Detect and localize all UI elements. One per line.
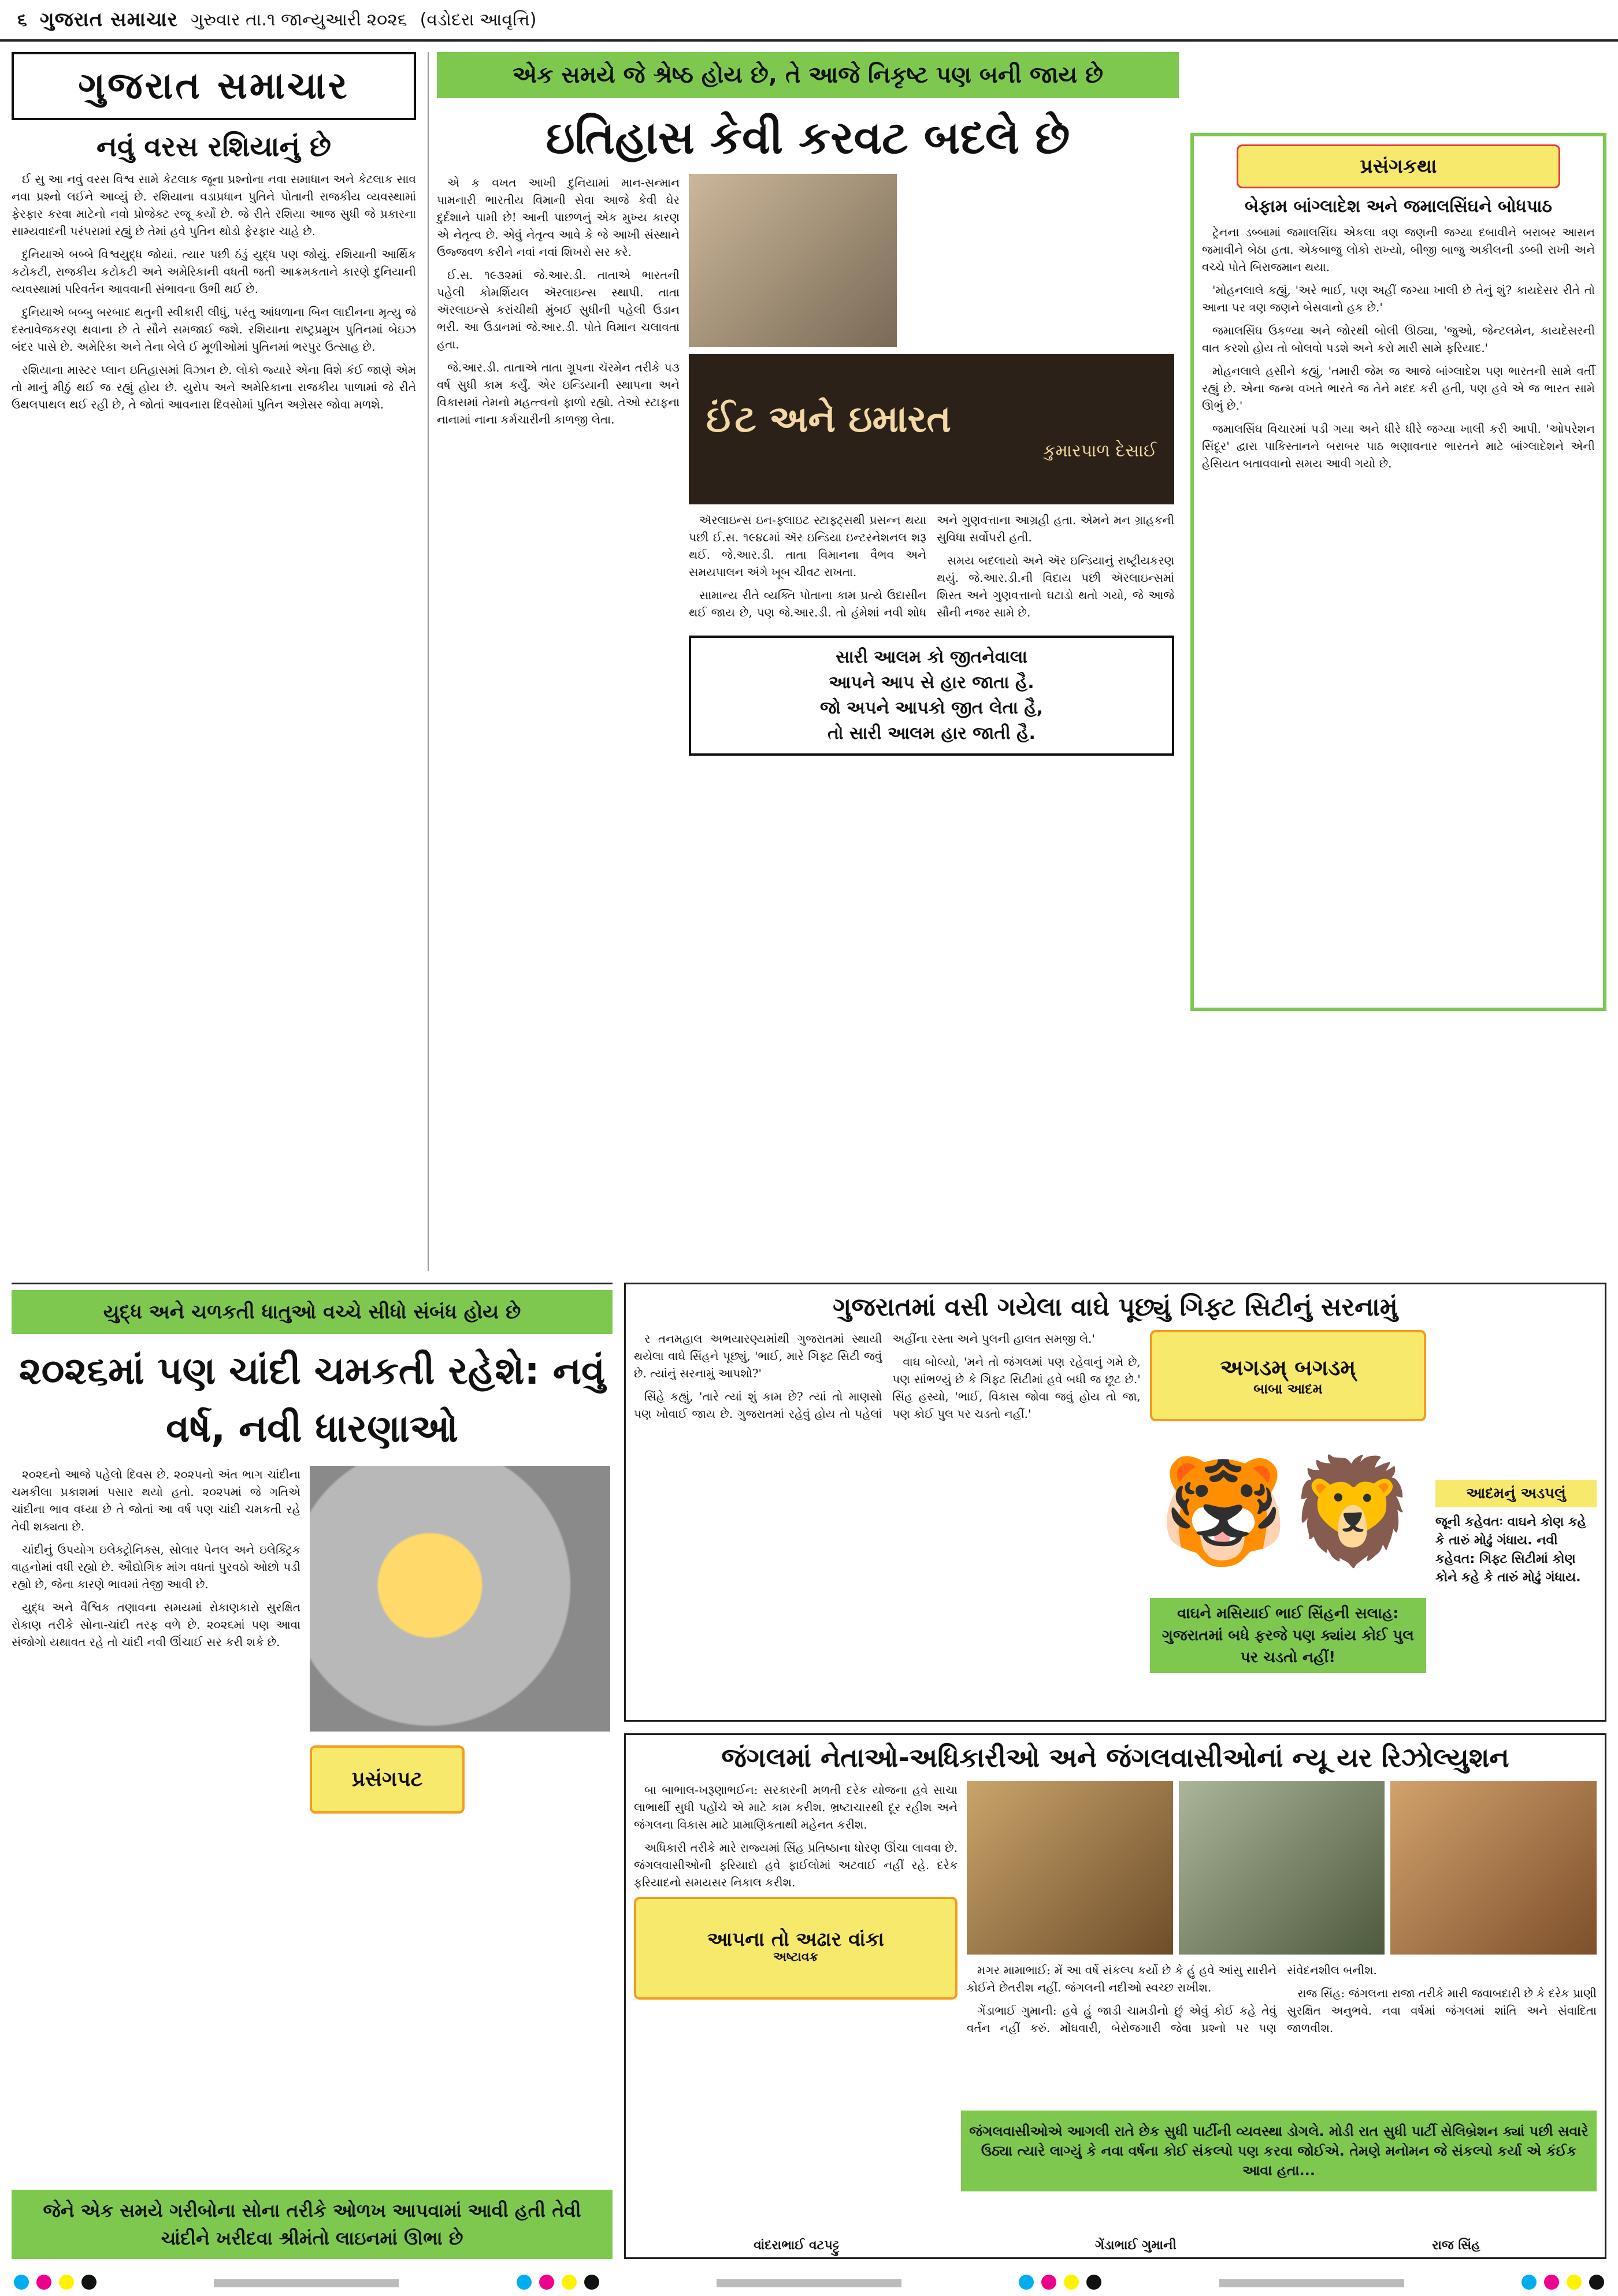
tiger-paragraph: વાઘ બોલ્યો, 'મને તો જંગલમાં પણ રહેવાનું ગમે છે, પણ સાંભળ્યું છે કે ગિફ્ટ સિટીમાં હવે બધી જ છૂટ છે.' સિંહ હસ્યો, 'ભાઈ, વિકાસ જોવા જવું હોય તો જા, પણ કોઈ પુલ પર ચડતો નહીં.': [892, 1355, 1141, 1421]
aapna-author: અષ્ટાવક્ર: [773, 1949, 819, 1964]
tiger-lion-article: [624, 1283, 1606, 1722]
silver-paragraph: યુદ્ધ અને વૈશ્વિક તણાવના સમયમાં રોકાણકારો સુરક્ષિત રોકાણ તરીકે સોના-ચાંદી તરફ વળે છે. ૨૦૨૬માં પણ આવા સંજોગો યથાવત રહે તો ચાંદી નવી ઊંચાઈ સર કરી શકે છે.: [12, 1600, 300, 1649]
registration-dot-cyan: [14, 2275, 29, 2290]
registration-dot-yellow: [1567, 2275, 1582, 2290]
prasangkatha-box: [1190, 133, 1606, 1011]
resolutions-body-left: [634, 1781, 958, 2039]
columnist-name: કુમારપાળ દેસાઈ: [1043, 440, 1157, 461]
registration-dot-magenta: [36, 2275, 51, 2290]
registration-dot-cyan: [1521, 2275, 1537, 2290]
jrd-tata-photo: [689, 174, 897, 347]
feature-paragraph: સામાન્ય રીતે વ્યક્તિ પોતાના કામ પ્રત્યે ઉદાસીન થઈ જાય છે, પણ જે.આર.ડી. તો હંમેશાં નવી શોધ અને ગુણવત્તાના આગ્રહી હતા. એમને મન ગ્રાહકની સુવિધા સર્વોપરી હતી.: [689, 513, 1174, 619]
resolutions-body-right: [967, 1961, 1597, 2039]
editorial-masthead: ગુજરાત સમાચાર: [12, 52, 416, 120]
editorial-paragraph: દુનિયાએ બબ્બે વિશ્વયુદ્ધ જોયાં. ત્યાર પછી ઠંડું યુદ્ધ પણ જોયું. રશિયાની આર્થિક કટોકટી, રાજકીય કટોકટી અને અમેરિકાની વધતી જતી આક્રમકતાને કારણે દુનિયાની વ્યવસ્થામાં પરિવર્તન આવવાની સંભાવના ઉભી થઈ છે.: [12, 247, 416, 296]
main-feature: [428, 52, 1179, 1271]
feature-body-right: [689, 511, 1174, 624]
tiger-kicker: ગુજરાતમાં વસી ગયેલા વાઘે પૂછ્યું ગિફ્ટ સિટીનું સરનામું: [626, 1284, 1605, 1330]
tiger-paragraph: સિંહે કહ્યું, 'તારે ત્યાં શું કામ છે? ત્યાં તો માણસો પણ ખોવાઈ જાય છે. ગુજરાતમાં રહેવું હોય તો પહેલાં અહીંના રસ્તા અને પુલની હાલત સમજી લે.': [634, 1332, 1096, 1421]
byline-rajsinh: રાજ સિંહ: [1432, 2238, 1480, 2253]
editorial-headline: નવું વરસ રશિયાનું છે: [96, 131, 331, 163]
page-number: ૬: [17, 9, 27, 30]
tiger-body: [634, 1330, 1141, 1673]
feature-paragraph: એ ક વખત આખી દુનિયામાં માન-સન્માન પામનારી ભારતીય વિમાની સેવા આજે કેવી ઘેર દુર્દશાને પામી છે! આની પાછળનું એક મુખ્ય કારણ એ નેતૃત્વ છે. એવું નેતૃત્વ આવે કે જે આખી સંસ્થાને ઉજ્જવળ કરીને નવાં નવાં શિખરો સર કરે.: [437, 176, 680, 259]
byline-gendabhai: ગેંડાભાઈ ગુમાની: [1095, 2238, 1177, 2253]
column-logo: [689, 354, 1174, 504]
registration-dot-yellow: [59, 2275, 74, 2290]
aapna-label: [634, 1897, 958, 2000]
registration-dot-magenta: [1041, 2275, 1056, 2290]
feature-kicker: એક સમયે જે શ્રેષ્ઠ હોય છે, તે આજે નિકૃષ્ટ પણ બની જાય છે: [437, 52, 1179, 98]
silver-paragraph: ચાંદીનું ઉપયોગ ઇલેક્ટ્રોનિક્સ, સોલાર પેનલ અને ઇલેક્ટ્રિક વાહનોમાં વધી રહ્યો છે. ઔદ્યોગિક માંગ વધતાં પુરવઠો ઓછો પડી રહ્યો છે, જેના કારણે ભાવમાં તેજી આવી છે.: [12, 1543, 300, 1591]
registration-dot-magenta: [1544, 2275, 1559, 2290]
registration-dot-black: [81, 2275, 97, 2290]
resolutions-paragraph: ગેંડાભાઈ ગુમાની: હવે હું જાડી ચામડીનો છું એવું કોઈ કહે તેવું વર્તન નહીં કરું. મોંઘવારી, બેરોજગારી જેવા પ્રશ્નો પર પણ સંવેદનશીલ બનીશ.: [967, 1963, 1377, 2035]
column-title: ઈંટ અને ઇમારત: [706, 397, 951, 441]
editorial-paragraph: રશિયાના માસ્ટર પ્લાન ઇતિહાસમાં વિઝાન છે. લોકો જ્યારે એના વિશે કંઈ જાણે એમ તો માનું મીઠું થઈ જ રહ્યું હોય છે. યુરોપ અને અમેરિકાના રાજકીય પાળામાં જે રીતે ઉથલપાથલ થઈ રહી છે, તે જોતાં આવનારા દિવસોમાં પુતિન અગ્રેસર જોવા મળશે.: [12, 363, 416, 411]
resolutions-banner: જંગલવાસીઓએ આગલી રાતે છેક સુધી પાર્ટીની વ્યવસ્થા ડોગલે. મોડી રાત સુધી પાર્ટી સેલિબ્રેશન ક્યાં પછી સવારે ઉઠ્યા ત્યારે લાગ્યું કે નવા વર્ષના કોઈ સંકલ્પો પણ કરવા જોઈએ. તેમણે મનોમન જે સંકલ્પો કર્યા એ કંઈક આવા હતા...: [961, 2111, 1597, 2191]
feature-body-left: [437, 174, 680, 756]
registration-dot-black: [1589, 2275, 1604, 2290]
byline-vandarabhai: વાંદરાભાઈ વટપટ્ટુ: [754, 2238, 840, 2253]
prasangkatha-paragraph: મોહનલાલે હસીને કહ્યું, 'તમારી જેમ જ આજે બાંગ્લાદેશ પણ ભારતની સામે વર્તી રહ્યું છે. એના જન્મ વખતે ભારતે જ તેને મદદ કરી હતી, પણ હવે એ જ ભારત સામે ઊભું છે.': [1202, 364, 1595, 413]
prasangkatha-headline: બેફામ બાંગ્લાદેશ અને જમાલસિંઘને બોધપાઠ: [1244, 196, 1553, 217]
agadam-label: [1150, 1330, 1426, 1421]
quote-box: [689, 636, 1174, 756]
silver-kicker: યુદ્ધ અને ચળકતી ધાતુઓ વચ્ચે સીધો સંબંધ હોય છે: [12, 1290, 613, 1334]
resolutions-paragraph: મગર મામાભાઈ: મેં આ વર્ષે સંકલ્પ કર્યો છે કે હું હવે આંસુ સારીને કોઈને છેતરીશ નહીં. જંગલની નદીઓ સ્વચ્છ રાખીશ.: [967, 1963, 1276, 1994]
silver-paragraph: ૨૦૨૬નો આજે પહેલો દિવસ છે. ૨૦૨૫નો અંત ભાગ ચાંદીના ચમકીલા પ્રકાશમાં પસાર થયો હતો. ૨૦૨૫માં જે ગતિએ ચાંદીના ભાવ વધ્યા છે તે જોતાં આ વર્ષ પણ ચાંદી ચમકતી રહે તેવી શક્યતા છે.: [12, 1467, 300, 1533]
editorial-paragraph: ઈ સુ આ નવું વરસ વિશ્વ સામે કેટલાક જૂના પ્રશ્નોના નવા સમાધાન અને કેટલાક સાવ નવા પ્રશ્નો લઈને આવ્યું છે. રશિયાના વડાપ્રધાન પુતિને પોતાની રાજકીય વ્યવસ્થામાં ફેરફાર કરવા માટેનો નવો પ્રોજેક્ટ રજૂ કર્યો છે. જે રીતે રશિયા આજ સુધી જે પ્રકારના સામ્યવાદની પરંપરામાં રહ્યું છે તેમાં હવે પુતિન થોડો ફેરફાર ચાહે છે.: [12, 172, 416, 238]
registration-dot-magenta: [539, 2275, 554, 2290]
resolutions-headline: જંગલમાં નેતાઓ-અધિકારીઓ અને જંગલવાસીઓનાં ન્યૂ યર રિઝોલ્યુશન: [721, 1742, 1509, 1773]
prasangkatha-paragraph: જમાલસિંઘ ઉકળ્યા અને જોરથી બોલી ઊઠ્યા, 'જુઓ, જેન્ટલમેન, કાયદેસરની વાત કરશો હોય તો બોલવો પડશે અને કરો મારી સામે ફરિયાદ.': [1202, 324, 1595, 355]
editorial-column: [12, 52, 416, 1271]
feature-headline: ઇતિહાસ કેવી કરવટ બદલે છે: [545, 112, 1070, 164]
resolutions-paragraph: અધિકારી તરીકે મારે રાજ્યમાં સિંહ પ્રતિષ્ઠાના ધોરણ ઊંચા લાવવા છે. જંગલવાસીઓની ફરિયાદો હવે ફાઈલોમાં અટવાઈ નહીં રહે. દરેક ફરિયાદનો સમયસર નિકાલ કરીશ.: [634, 1841, 958, 1889]
prasangkatha-label: પ્રસંગકથા: [1237, 144, 1560, 188]
tiger-paragraph: ર તનમહાલ અભયારણ્યમાંથી ગુજરાતમાં સ્થાયી થયેલા વાઘે સિંહને પૂછ્યું, 'ભાઈ, મારે ગિફ્ટ સિટી જવું છે. ત્યાંનું સરનામું આપશો?': [634, 1332, 882, 1380]
silver-body: [12, 1466, 300, 1814]
feature-paragraph: ઍરલાઇન્સ ઇન-ફ્લાઇટ સ્ટાફ્ટ્સથી પ્રસન્ન થયા પછી ઈ.સ. ૧૯૪૮માં ઍર ઇન્ડિયા ઇન્ટરનેશનલ શરૂ થઈ. જે.આર.ડી. તાતા વિમાનના વૈભવ અને સમયપાલન અંગે ખૂબ ચીવટ રાખતા.: [689, 513, 926, 579]
registration-dot-black: [584, 2275, 599, 2290]
page-dateline: ગુરુવાર તા.૧ જાન્યુઆરી ૨૦૨૬: [191, 9, 407, 30]
quote-line: સારી આલમ કો જીતનેવાલા: [836, 647, 1027, 667]
registration-dot-cyan: [1019, 2275, 1034, 2290]
agadam-title: અગડમ્ બગડમ્: [1220, 1354, 1356, 1380]
feature-paragraph: ઈ.સ. ૧૯૩૨માં જે.આર.ડી. તાતાએ ભારતની પહેલી કોમર્શિયલ ઍરલાઇન્સ સ્થાપી. તાતા ઍરલાઇન્સે કરાંચીથી મુંબઈ સુધીની પહેલી ઉડાન ભરી. આ ઉડાનમાં જે.આર.ડી. પોતે વિમાન ચલાવતા હતા.: [437, 268, 680, 351]
silver-article: [12, 1283, 613, 2259]
registration-gray-bar: [214, 2279, 399, 2287]
editorial-paragraph: દુનિયાએ બબ્બુ બરબાદ થતુની સ્વીકારી લીધું, પરંતુ આંધળાના બિન લાદીનના મૃત્યુ જે દસ્તાવેજકરણ થવાના છે તે સૌને સમજાઈ જશે. રશિયાના રાષ્ટ્રપ્રમુખ પુતિનમાં બેઇઝ બંદર પાસે છે. અમેરિકા અને તેના બેલે ઈ મૂળીઓમાં પુતિનમાં ભરપુર ઉત્સાહ છે.: [12, 305, 416, 354]
page-header: [0, 0, 1618, 42]
feature-paragraph: જે.આર.ડી. તાતાએ તાતા ગ્રૂપના ચૅરમેન તરીકે ૫૩ વર્ષ સુધી કામ કર્યું. એર ઇન્ડિયાની સ્થાપના અને વિકાસમાં તેમનો મહત્ત્વનો ફાળો રહ્યો. તેઓ સ્ટાફના નાનામાં નાના કર્મચારીની કાળજી લેતા.: [437, 361, 680, 426]
prasangkatha-paragraph: ટ્રેનના ડબ્બામાં જમાલસિંઘ એકલા ત્રણ જણની જગ્યા દબાવીને બરાબર આસન જમાવીને બેઠા હતા. એકબાજુ લોકો રાખ્યો, બીજી બાજુ અકીલની ડબ્બી રાખી અને વચ્ચે પોતે બિરાજમાન થયા.: [1202, 225, 1595, 274]
registration-dot-cyan: [517, 2275, 532, 2290]
coins-photo: [310, 1466, 610, 1732]
feature-paragraph: સમય બદલાયો અને ઍર ઇન્ડિયાનું રાષ્ટ્રીયકરણ થયું. જે.આર.ડી.ની વિદાય પછી ઍરલાઇન્સમાં શિસ્ત અને ગુણવત્તાનો ઘટાડો થતો ગયો, જે આજે સૌની નજર સામે છે.: [937, 553, 1174, 619]
silver-headline: ૨૦૨૬માં પણ ચાંદી ચમકતી રહેશે: નવું વર્ષ, નવી ધારણાઓ: [18, 1348, 606, 1451]
prasangkatha-paragraph: જમાલસિંઘ વિચારમાં પડી ગયા અને ધીરે ધીરે જગ્યા ખાલી કરી આપી. 'ઓપરેશન સિંદૂર' દ્વારા પાકિસ્તાનને બરાબર પાઠ ભણાવનાર ભારતને માટે બાંગ્લાદેશને એની હેસિયત બતાવવાનો સમય આવી ગયો છે.: [1202, 422, 1595, 470]
resolutions-paragraph: બા બાભાલ-ખરૂણાભઈન: સરકારની મળતી દરેક યોજના હવે સાચા લાભાર્થી સુધી પહોંચે એ માટે કામ કરીશ. ભ્રષ્ટાચારથી દૂર રહીશ અને જંગલના વિકાસ માટે પ્રામાણિકતાથી મહેનત કરીશ.: [634, 1783, 958, 1831]
editorial-body: [12, 170, 416, 419]
prasangkatha-body: [1202, 224, 1595, 472]
tiger-caption: વાઘને મસિયાઈ ભાઈ સિંહની સલાહ: ગુજરાતમાં બધે ફરજે પણ ક્યાંય કોઈ પુલ પર ચડતો નહીં!: [1150, 1598, 1426, 1673]
resolutions-article: [624, 1733, 1606, 2259]
adam-text: જૂની કહેવતઃ વાઘને કોણ કહે કે તારું મોઢું ગંધાય. નવી કહેવત: ગિફ્ટ સિટીમાં કોણ કોને કહે કે તારું મોઢું ગંધાય.: [1435, 1515, 1587, 1585]
resolutions-paragraph: રાજ સિંહ: જંગલના રાજા તરીકે મારી જવાબદારી છે કે દરેક પ્રાણી સુરક્ષિત અનુભવે. નવા વર્ષમાં જંગલમાં શાંતિ અને સંવાદિતા જાળવીશ.: [1287, 1986, 1597, 2035]
page-masthead: ગુજરાત સમાચાર: [39, 8, 179, 31]
tiger-lion-illustration: 🐯🦁: [1158, 1451, 1418, 1572]
silver-bottom-banner: જેને એક સમયે ગરીબોના સોના તરીકે ઓળખ આપવામાં આવી હતી તેવી ચાંદીને ખરીદવા શ્રીમંતો લાઇનમાં ઊભા છે: [12, 2190, 613, 2259]
registration-gray-bar: [717, 2279, 901, 2287]
registration-dot-yellow: [562, 2275, 577, 2290]
print-registration-bar: [0, 2271, 1618, 2296]
prasangpat-label: પ્રસંગપટ: [310, 1745, 465, 1814]
resolutions-illustration: [967, 1781, 1597, 1955]
page-edition: (વડોદરા આવૃત્તિ): [420, 9, 537, 30]
quote-line: જો અપને આપકો જીત લેતા હૈ,: [820, 698, 1043, 718]
agadam-author: બાબા આદમ: [1253, 1380, 1323, 1397]
registration-gray-bar: [1219, 2279, 1404, 2287]
quote-line: તો સારી આલમ હાર જાતી હૈ.: [827, 723, 1036, 744]
quote-line: આપને આપ સે હાર જાતા હૈ.: [829, 673, 1034, 693]
aapna-title: આપના તો અઢાર વાંકા: [707, 1928, 885, 1951]
registration-dot-yellow: [1064, 2275, 1079, 2290]
prasangkatha-paragraph: 'મોહનલાલે કહ્યું, 'અરે ભાઈ, પણ અહીં જગ્યા ખાલી છે તેનું શું? કાયદેસર રીતે તો આના પર ત્રણ જણને બેસવાનો હક છે.': [1202, 283, 1595, 314]
registration-dot-black: [1086, 2275, 1101, 2290]
adam-label: આદમનું અડપલું: [1435, 1480, 1597, 1507]
